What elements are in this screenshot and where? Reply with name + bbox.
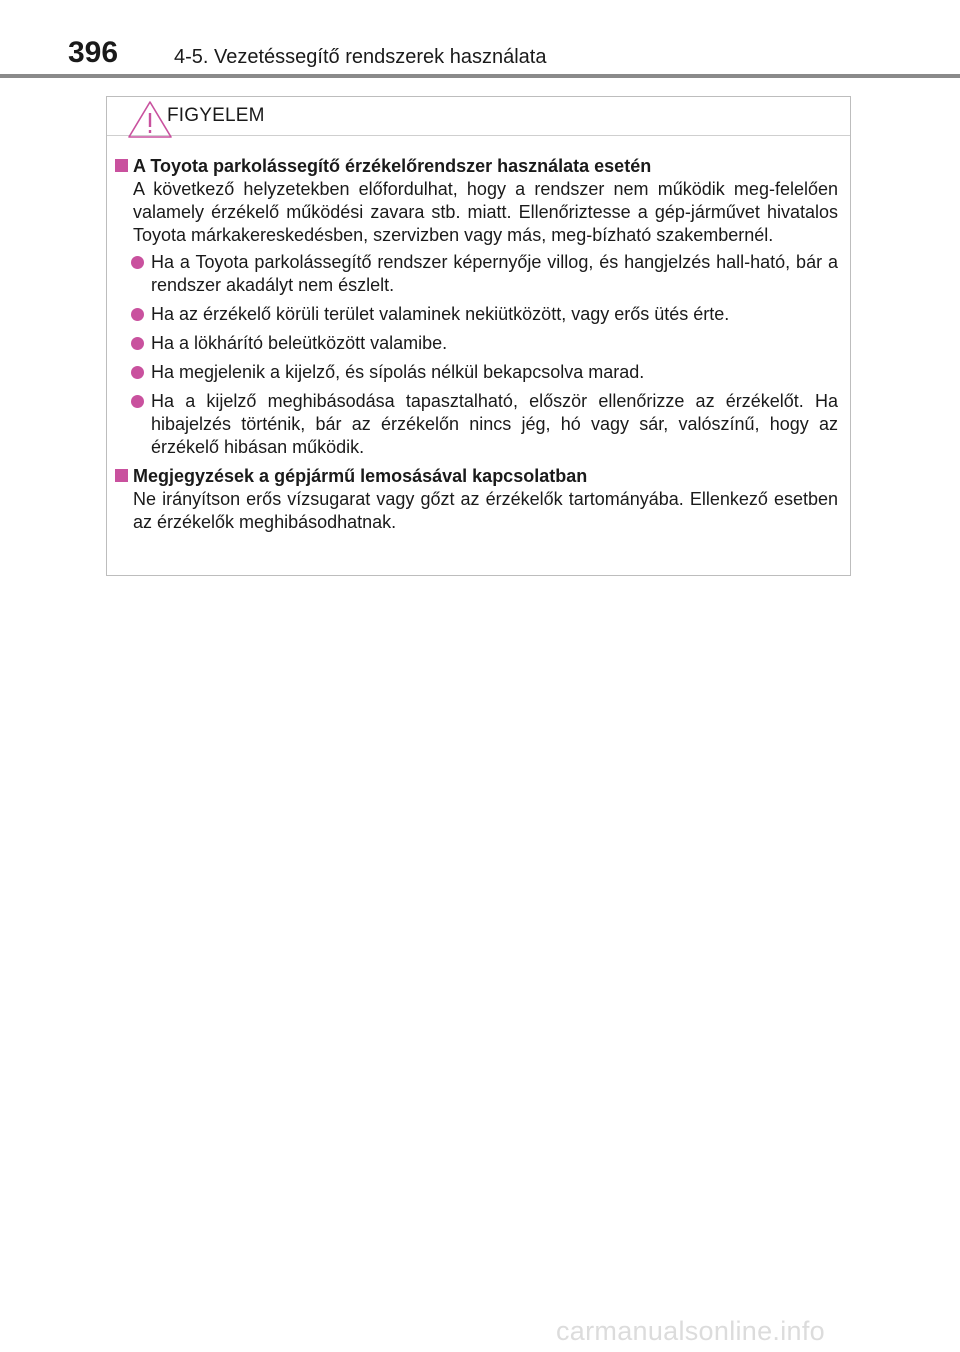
section-heading-text: A Toyota parkolássegítő érzékelőrendszer használata esetén — [133, 156, 652, 176]
circle-bullet-icon — [131, 308, 144, 321]
list-item — [107, 303, 850, 326]
list-item-text: Ha a lökhárító beleütközött valamibe. — [151, 333, 448, 353]
list-item — [107, 361, 850, 384]
section-text: Ne irányítson erős vízsugarat vagy gőzt az érzékelők tartományába. Ellenkező esetben az érzékelők meghibásodhatnak. — [133, 489, 838, 532]
section-heading-text: Megjegyzések a gépjármű lemosásával kapcsolatban — [133, 466, 588, 486]
section-car-wash — [107, 465, 850, 534]
list-item — [107, 251, 850, 297]
page-header — [0, 0, 960, 80]
section-text: A következő helyzetekben előfordulhat, hogy a rendszer nem működik meg-felelően valamely érzékelő működési zavara stb. miatt. Ellenőriztesse a gép-járművet hivatalos Toyota márkakereskedésben, szervizben vagy más, meg-bízható szakembernél. — [133, 179, 838, 245]
list-item-text: Ha az érzékelő körüli terület valaminek nekiütközött, vagy erős ütés érte. — [151, 304, 730, 324]
list-item-text: Ha megjelenik a kijelző, és sípolás nélkül bekapcsolva marad. — [151, 362, 645, 382]
square-bullet-icon — [115, 469, 128, 482]
page-number: 396 — [68, 36, 119, 69]
circle-bullet-icon — [131, 337, 144, 350]
warning-body — [107, 155, 850, 534]
circle-bullet-icon — [131, 395, 144, 408]
watermark: carmanualsonline.info — [556, 1316, 825, 1346]
warning-box — [106, 96, 851, 576]
circle-bullet-icon — [131, 366, 144, 379]
circle-bullet-icon — [131, 256, 144, 269]
list-item — [107, 332, 850, 355]
section-heading — [107, 155, 850, 178]
section-heading — [107, 465, 850, 488]
header-rule — [0, 74, 960, 78]
list-item-text: Ha a Toyota parkolássegítő rendszer képernyője villog, és hangjelzés hall-ható, bár a rendszer akadályt nem észlelt. — [151, 252, 838, 295]
warning-title: FIGYELEM — [167, 105, 265, 126]
bullet-list — [107, 251, 850, 459]
list-item-text: Ha a kijelző meghibásodása tapasztalható, először ellenőrizze az érzékelőt. Ha hibajelzés történik, bár az érzékelőn nincs jég, hó vagy sár, valószínű, hogy az érzékelő hibásan működik. — [151, 391, 838, 457]
list-item — [107, 390, 850, 459]
square-bullet-icon — [115, 159, 128, 172]
section-title: 4-5. Vezetéssegítő rendszerek használata — [174, 46, 547, 68]
warning-header — [107, 97, 850, 136]
section-parking-sensor — [107, 155, 850, 459]
